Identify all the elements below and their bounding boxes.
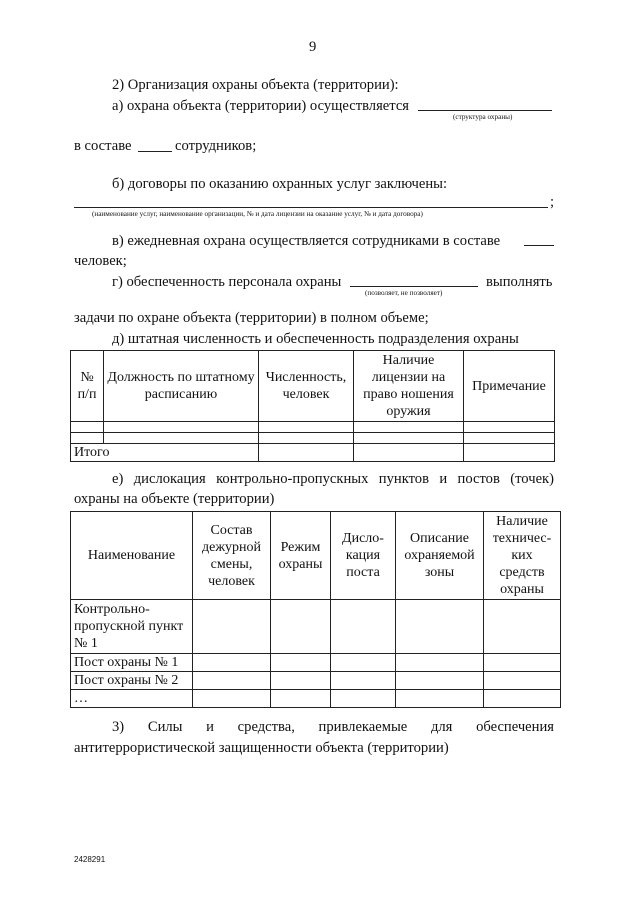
section-2-heading: 2) Организация охраны объекта (территории): (112, 77, 399, 93)
table-row (71, 600, 561, 654)
col-note: Примечание (464, 351, 555, 422)
daily-guard-count-blank[interactable] (524, 245, 554, 246)
posts-table-header (71, 512, 561, 600)
security-structure-hint: (структура охраны) (453, 113, 513, 121)
item-d-text: д) штатная численность и обеспеченность подразделения охраны (112, 331, 519, 347)
item-e-text-2: охраны на объекте (территории) (74, 491, 275, 507)
table-row (71, 654, 561, 672)
table-row (71, 672, 561, 690)
section-3-text: 3) Силы и средства, привлекаемые для обеспечения (112, 719, 554, 735)
col-zone: Описание охраняемой зоны (396, 512, 484, 600)
staff-count-blank[interactable] (138, 151, 172, 152)
section-3-text-2: антитеррористической защищенности объекта (территории) (74, 740, 449, 756)
total-label: Итого (71, 444, 259, 462)
col-tech-means: Наличие техничес-ких средств охраны (484, 512, 561, 600)
item-e-text: е) дислокация контрольно-пропускных пунктов и постов (точек) (112, 471, 554, 487)
security-structure-blank[interactable] (418, 110, 552, 111)
item-a-text: а) охрана объекта (территории) осуществляется (112, 98, 410, 114)
contracts-blank[interactable] (74, 207, 548, 208)
col-number: № п/п (71, 351, 104, 422)
table-row-total (71, 444, 555, 462)
col-mode: Режим охраны (271, 512, 331, 600)
staffing-table (70, 350, 555, 462)
contracts-hint: (наименование услуг, наименование организации, № и дата лицензии на оказание услуг, № и дата договора) (92, 210, 423, 218)
col-name: Наименование (71, 512, 193, 600)
posts-table (70, 511, 561, 708)
staff-prefix: в составе (74, 138, 132, 154)
document-code: 2428291 (74, 855, 106, 864)
col-headcount: Численность, человек (259, 351, 354, 422)
item-g-text-3: задачи по охране объекта (территории) в полном объеме; (74, 310, 429, 326)
item-v-text: в) ежедневная охрана осуществляется сотрудниками в составе (112, 233, 501, 249)
contracts-semicolon: ; (550, 194, 555, 210)
table-row (71, 690, 561, 708)
row-label: … (71, 690, 193, 708)
row-label: Пост охраны № 1 (71, 654, 193, 672)
page-number: 9 (309, 39, 317, 55)
col-position: Должность по штатному расписанию (104, 351, 259, 422)
row-label: Контрольно-пропускной пункт № 1 (71, 600, 193, 654)
personnel-provision-blank[interactable] (350, 286, 478, 287)
col-weapon-license: Наличие лицензии на право ношения оружия (354, 351, 464, 422)
item-b-text: б) договоры по оказанию охранных услуг заключены: (112, 176, 448, 192)
table-row (71, 422, 555, 433)
item-v-text-2: человек; (74, 253, 127, 269)
row-label: Пост охраны № 2 (71, 672, 193, 690)
staff-suffix: сотрудников; (175, 138, 257, 154)
staffing-table-header (71, 351, 555, 422)
item-g-text-2: выполнять (486, 274, 553, 290)
personnel-provision-hint: (позволяет, не позволяет) (365, 289, 443, 297)
item-g-text: г) обеспеченность персонала охраны (112, 274, 342, 290)
table-row (71, 433, 555, 444)
col-shift: Состав дежурной смены, человек (193, 512, 271, 600)
col-location: Дисло-кация поста (331, 512, 396, 600)
